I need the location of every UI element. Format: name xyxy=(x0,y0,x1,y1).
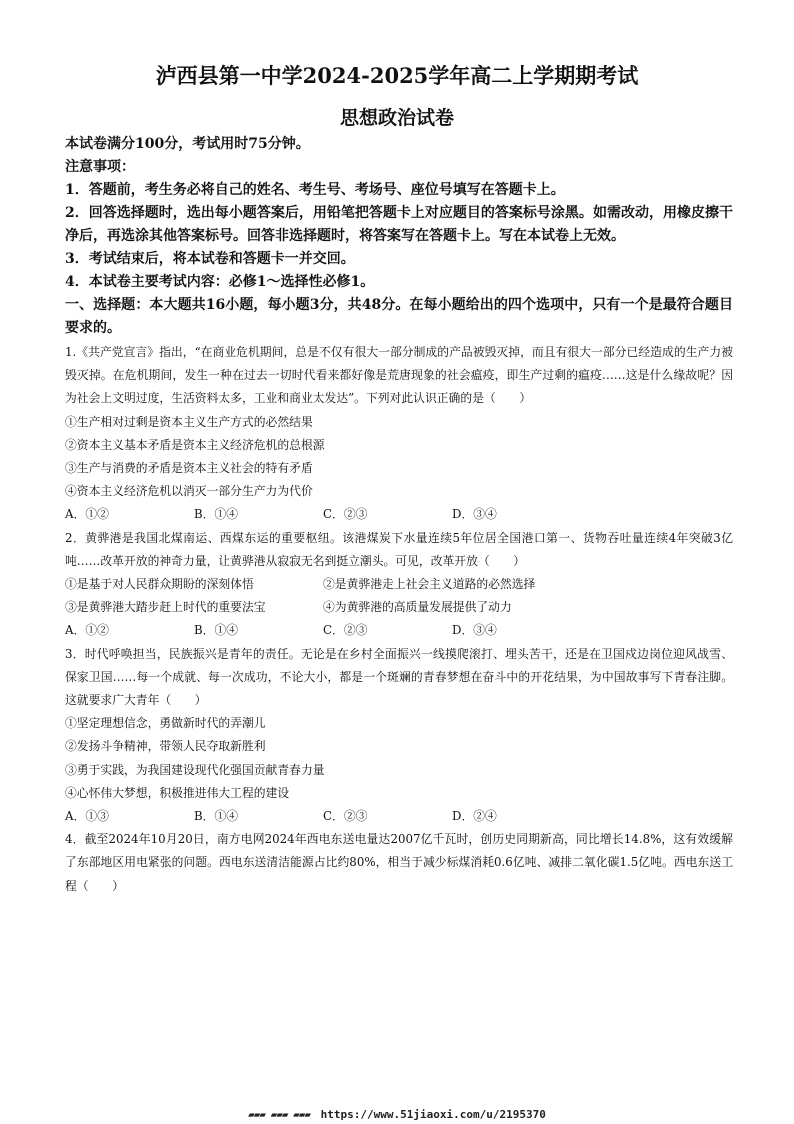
statement-item: ①是基于对人民群众期盼的深刻体悟 xyxy=(65,577,254,592)
answer-choices xyxy=(65,503,733,526)
statement-item: ②资本主义基本矛盾是资本主义经济危机的总根源 xyxy=(65,437,325,452)
question-stem: 1.《共产党宣言》指出，“在商业危机期间，总是不仅有很大一部分制成的产品被毁灭掉，而且有很大一部分已经造成的生产力被毁灭掉。在危机期间，发生一种在过去一切时代看来都好像是荒唐现象的社会瘟疫，即生产过剩的瘟疫……这是什么缘故呢？因为社会上文明过度，生活资料太多，工业和商业太发达”。下列对此认识正确的是（ ） xyxy=(65,345,733,406)
statement-item: ④资本主义经济危机以消灭一部分生产力为代价 xyxy=(65,484,313,499)
question-stem: 4．截至2024年10月20日，南方电网2024年西电东送电量达2007亿千瓦时，创历史同期新高，同比增长14.8%，这有效缓解了东部地区用电紧张的问题。西电东送清洁能源占比约80%，相当于减少标煤消耗0.6亿吨、减排二氧化碳1.5亿吨。西电东送工程（ ） xyxy=(65,832,733,893)
statement-item: ④为黄骅港的高质量发展提供了动力 xyxy=(323,600,512,615)
answer-choices xyxy=(65,619,733,642)
choice-a: A．①③ xyxy=(65,809,109,824)
choice-d: D．②④ xyxy=(452,809,497,824)
answer-choices xyxy=(65,805,733,828)
choice-a: A．①② xyxy=(65,507,109,522)
statement-item: ④心怀伟大梦想，积极推进伟大工程的建设 xyxy=(65,785,290,800)
section-heading: 一、选择题：本大题共16小题，每小题3分，共48分。在每小题给出的四个选项中，只有一个是最符合题目要求的。 xyxy=(65,297,733,336)
score-time-line: 本试卷满分100分，考试用时75分钟。 xyxy=(65,136,310,152)
notice-item: 4．本试卷主要考试内容：必修1～选择性必修1。 xyxy=(65,274,375,290)
footer-watermark-marks: ▰▰▰ ▰▰▰ ▰▰▰ xyxy=(248,1108,311,1121)
statement-row xyxy=(65,573,733,596)
question-3 xyxy=(65,643,733,829)
choice-c: C．②③ xyxy=(323,623,368,638)
choice-b: B．①④ xyxy=(194,809,239,824)
choice-d: D．③④ xyxy=(452,623,497,638)
choice-c: C．②③ xyxy=(323,809,368,824)
question-stem: 3．时代呼唤担当，民族振兴是青年的责任。无论是在乡村全面振兴一线摸爬滚打、埋头苦干，还是在卫国戍边岗位迎风战雪、保家卫国……每一个成就、每一次成功，不论大小，都是一个斑斓的青春梦想在奋斗中的开花结果，为中国故事写下青春注脚。这就要求广大青年（ ） xyxy=(65,646,733,708)
statement-item: ①坚定理想信念，勇做新时代的弄潮儿 xyxy=(65,716,266,731)
statement-row xyxy=(65,596,733,619)
page-footer xyxy=(0,1108,794,1121)
notice-item: 2．回答选择题时，选出每小题答案后，用铅笔把答题卡上对应题目的答案标号涂黑。如需改动，用橡皮擦干净后，再选涂其他答案标号。回答非选择题时，将答案写在答题卡上。写在本试卷上无效。 xyxy=(65,205,733,244)
choice-c: C．②③ xyxy=(323,507,368,522)
question-4 xyxy=(65,828,733,898)
choice-d: D．③④ xyxy=(452,507,497,522)
question-1 xyxy=(65,341,733,527)
exam-title: 泸西县第一中学2024-2025学年高二上学期期考试 xyxy=(155,63,639,88)
statement-item: ②发扬斗争精神，带领人民夺取新胜利 xyxy=(65,739,266,754)
statement-item: ③是黄骅港大踏步赶上时代的重要法宝 xyxy=(65,600,266,615)
choice-a: A．①② xyxy=(65,623,109,638)
question-2 xyxy=(65,527,733,643)
exam-subtitle: 思想政治试卷 xyxy=(339,107,454,129)
exam-content xyxy=(65,133,733,898)
footer-url[interactable]: https://www.51jiaoxi.com/u/2195370 xyxy=(320,1108,546,1121)
statement-item: ③勇于实践，为我国建设现代化强国贡献青春力量 xyxy=(65,762,325,777)
statement-item: ③生产与消费的矛盾是资本主义社会的特有矛盾 xyxy=(65,461,313,476)
notice-header: 注意事项： xyxy=(65,159,135,175)
statement-item: ①生产相对过剩是资本主义生产方式的必然结果 xyxy=(65,414,313,429)
statement-item: ②是黄骅港走上社会主义道路的必然选择 xyxy=(323,577,536,592)
question-stem: 2．黄骅港是我国北煤南运、西煤东运的重要枢纽。该港煤炭下水量连续5年位居全国港口第一、货物吞吐量连续4年突破3亿吨……改革开放的神奇力量，让黄骅港从寂寂无名到挺立潮头。可见，改革开放（ ） xyxy=(65,530,733,568)
notice-item: 1．答题前，考生务必将自己的姓名、考生号、考场号、座位号填写在答题卡上。 xyxy=(65,182,565,198)
notice-item: 3．考试结束后，将本试卷和答题卡一并交回。 xyxy=(65,251,355,267)
choice-b: B．①④ xyxy=(194,507,239,522)
choice-b: B．①④ xyxy=(194,623,239,638)
